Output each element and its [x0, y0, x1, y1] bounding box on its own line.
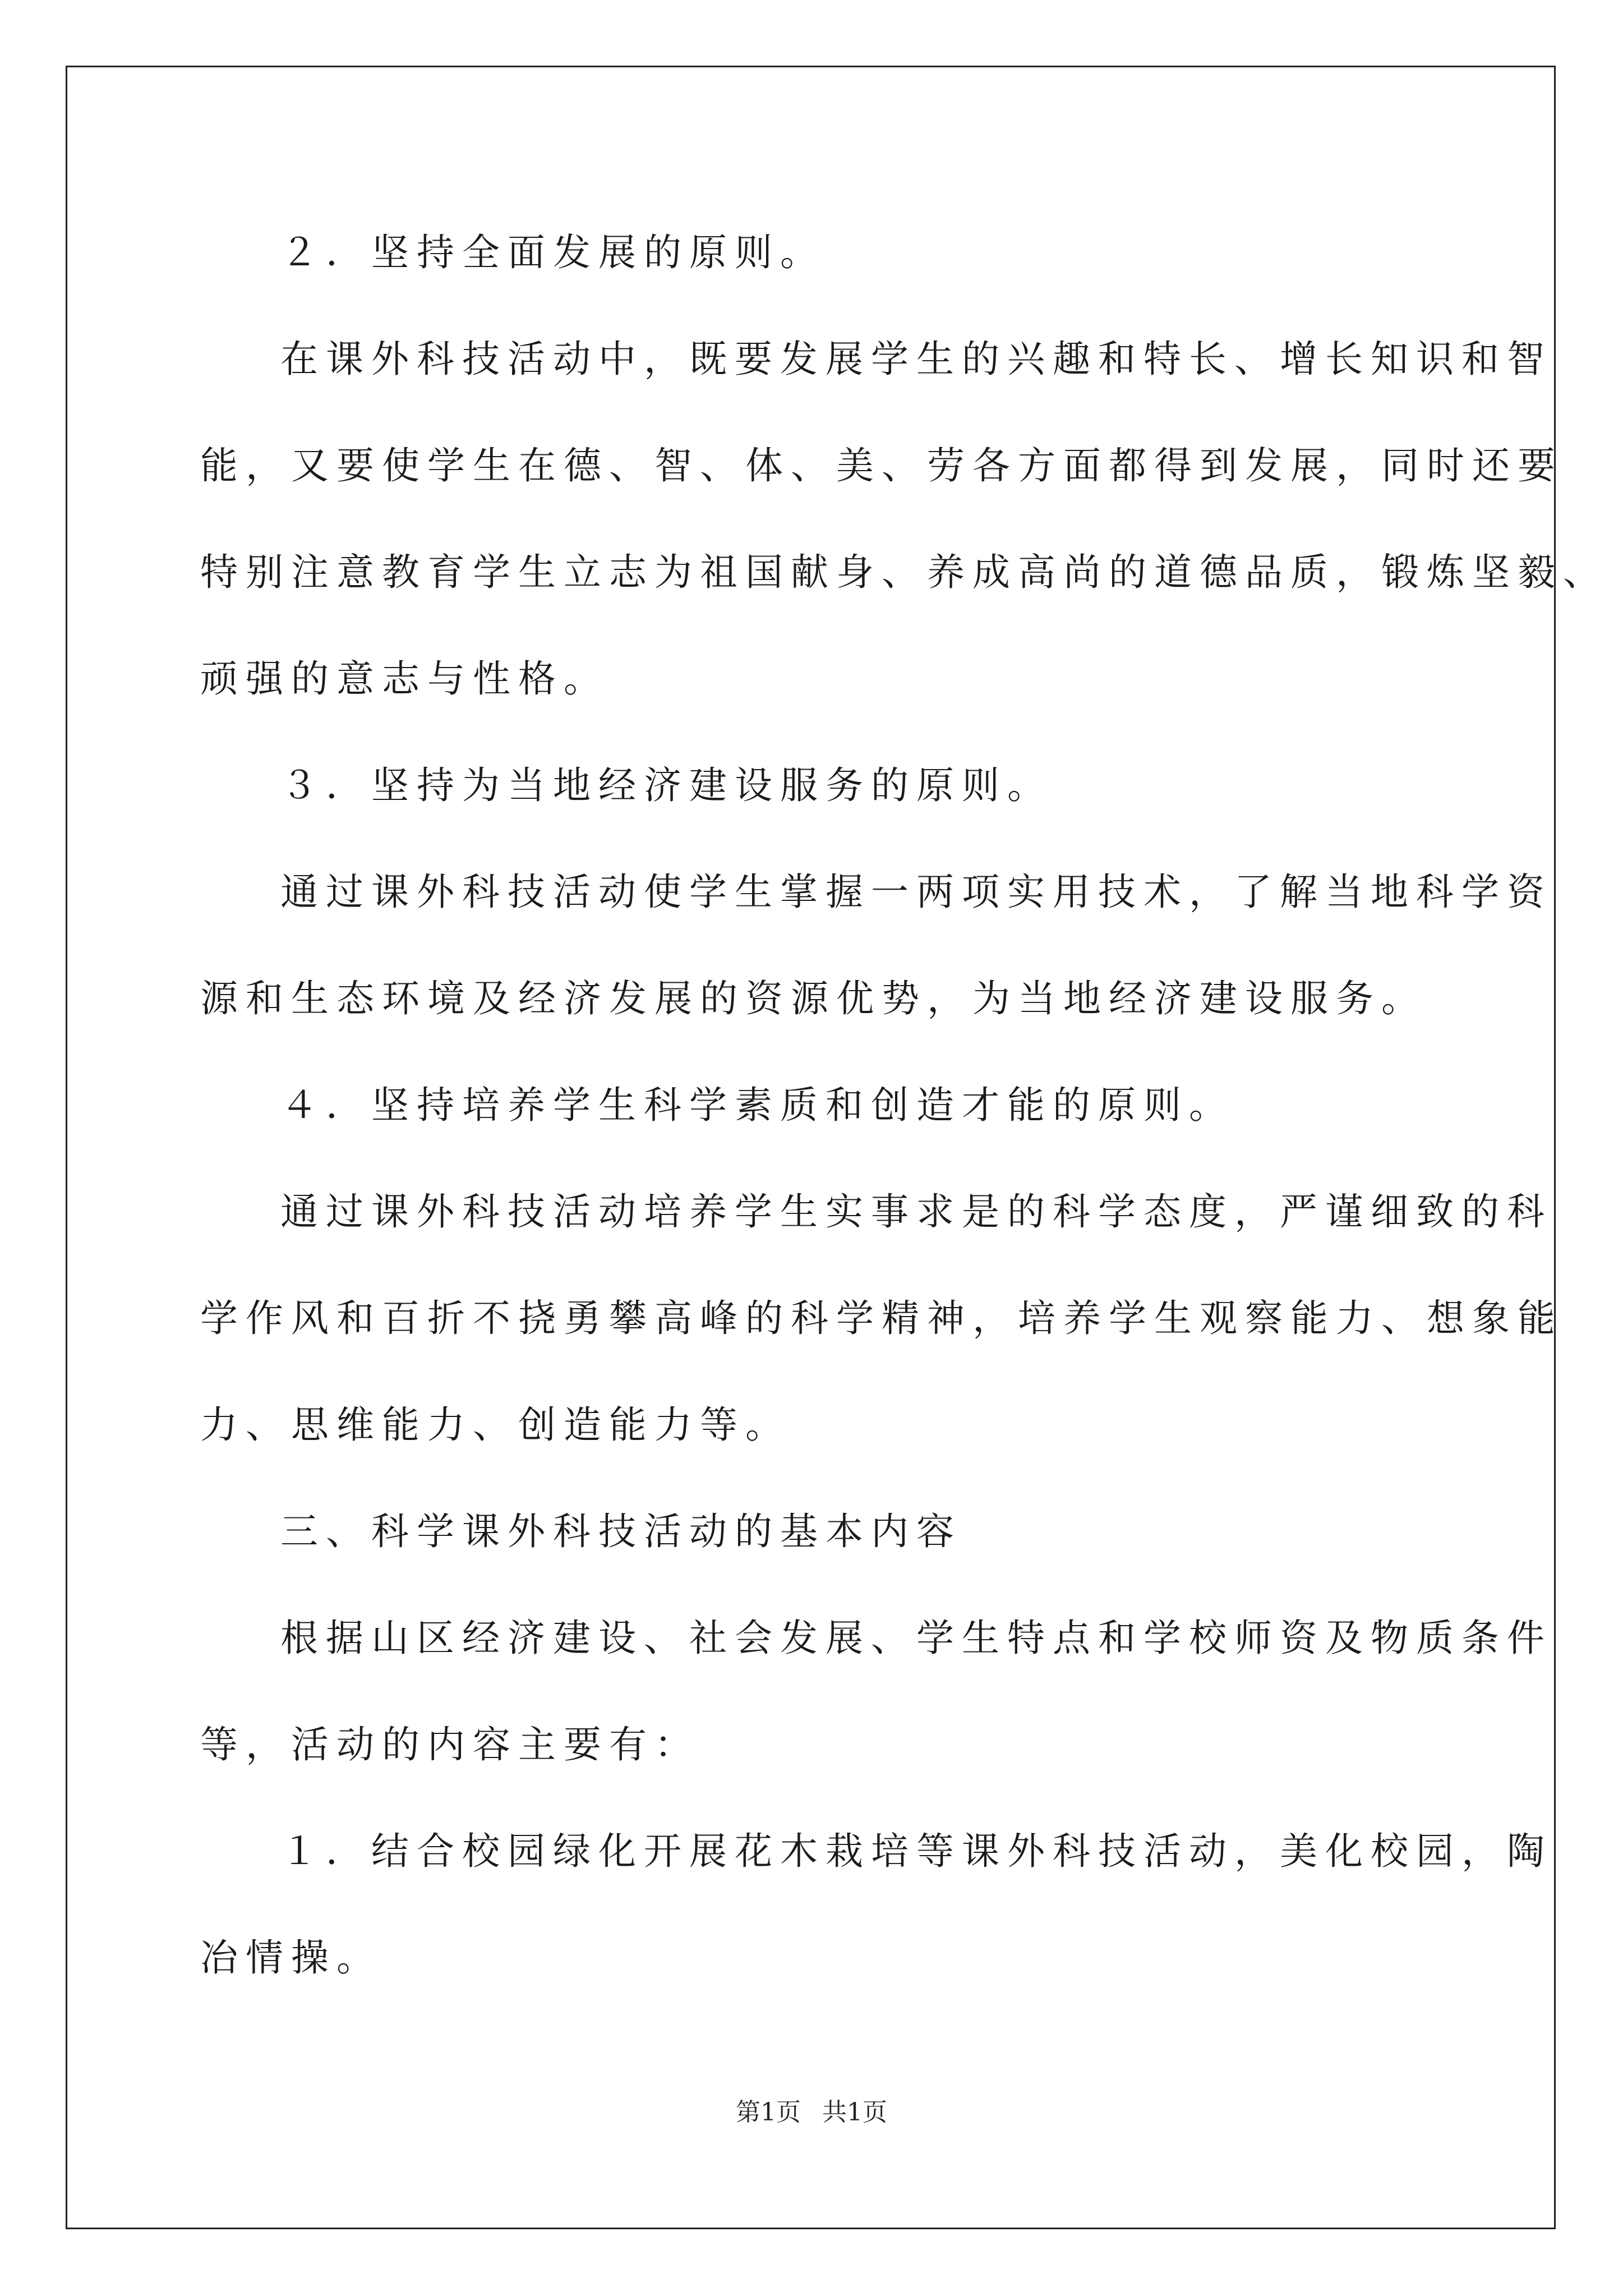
- body-line: 力、思维能力、创造能力等。: [200, 1403, 791, 1447]
- content-item-1: １．结合校园绿化开展花木栽培等课外科技活动，美化校园，陶: [280, 1829, 1552, 1873]
- principle-2-heading: ２．坚持全面发展的原则。: [280, 231, 826, 274]
- page-footer: [0, 2097, 1623, 2128]
- principle-4-heading: ４．坚持培养学生科学素质和创造才能的原则。: [280, 1083, 1234, 1127]
- body-line: 顽强的意志与性格。: [200, 657, 609, 701]
- body-line: 能，又要使学生在德、智、体、美、劳各方面都得到发展，同时还要: [200, 444, 1563, 487]
- body-line: 通过课外科技活动使学生掌握一两项实用技术，了解当地科学资: [280, 870, 1552, 914]
- body-line: 在课外科技活动中，既要发展学生的兴趣和特长、增长知识和智: [280, 337, 1552, 381]
- body-line: 根据山区经济建设、社会发展、学生特点和学校师资及物质条件: [280, 1616, 1552, 1660]
- body-line: 通过课外科技活动培养学生实事求是的科学态度，严谨细致的科: [280, 1190, 1552, 1234]
- body-line: 学作风和百折不挠勇攀高峰的科学精神，培养学生观察能力、想象能: [200, 1296, 1563, 1340]
- body-line: 等，活动的内容主要有：: [200, 1723, 700, 1766]
- body-line: 冶情操。: [200, 1936, 382, 1980]
- body-line: 特别注意教育学生立志为祖国献身、养成高尚的道德品质，锻炼坚毅、: [200, 550, 1608, 594]
- page-number: 第1页: [736, 2098, 801, 2127]
- section-3-heading: 三、科学课外科技活动的基本内容: [280, 1510, 962, 1553]
- page-border: [66, 66, 1608, 2229]
- page-total: 共1页: [822, 2098, 887, 2127]
- principle-3-heading: ３．坚持为当地经济建设服务的原则。: [280, 763, 1053, 807]
- body-line: 源和生态环境及经济发展的资源优势，为当地经济建设服务。: [200, 977, 1427, 1020]
